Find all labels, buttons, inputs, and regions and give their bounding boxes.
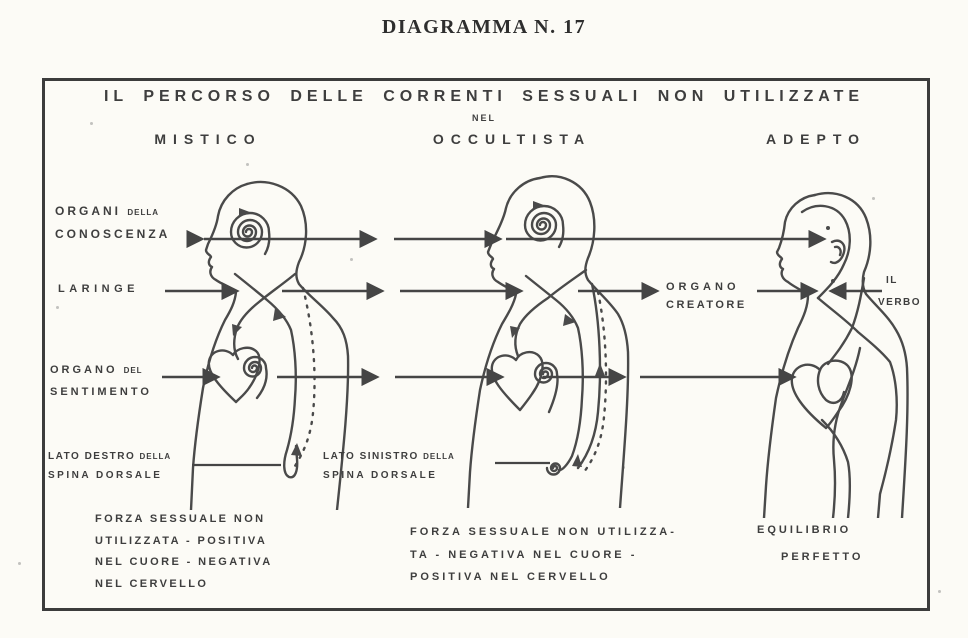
- caption-line: POSITIVA NEL CERVELLO: [410, 571, 611, 583]
- caption-line: FORZA SESSUALE NON UTILIZZA-: [410, 526, 677, 538]
- label-text: LATO SINISTRO: [323, 451, 419, 462]
- caption-line: TA - NEGATIVA NEL CUORE -: [410, 548, 638, 561]
- label-laringe: LARINGE: [58, 283, 139, 295]
- caption-line: NEL CUORE - NEGATIVA: [95, 556, 273, 568]
- label-il-verbo-line1: IL: [886, 275, 898, 286]
- diagram-connector-word: NEL: [472, 113, 496, 123]
- label-lato-destro-line2: SPINA DORSALE: [48, 470, 163, 481]
- column-header-occultista: OCCULTISTA: [432, 131, 592, 147]
- label-organo-sentimento-line1: [50, 364, 143, 376]
- label-text-small: DEL: [123, 366, 143, 375]
- label-organo-creatore-line1: ORGANO: [666, 281, 740, 293]
- caption-occultista: [410, 521, 677, 589]
- label-organi-conoscenza-line1: [55, 204, 159, 218]
- column-header-mistico: MISTICO: [154, 131, 262, 147]
- column-header-adepto: ADEPTO: [765, 131, 867, 147]
- label-text: ORGANO: [50, 364, 118, 376]
- label-lato-destro-line1: [48, 451, 171, 462]
- caption-line: NEL CERVELLO: [95, 577, 209, 590]
- diagram-title: IL PERCORSO DELLE CORRENTI SESSUALI NON UTILIZZATE: [103, 88, 865, 105]
- label-text-small: DELLA: [423, 452, 455, 461]
- caption-line: FORZA SESSUALE NON: [95, 513, 266, 525]
- label-il-verbo-line2: VERBO: [878, 297, 922, 308]
- caption-adepto-line2: PERFETTO: [781, 551, 864, 563]
- label-organi-conoscenza-line2: CONOSCENZA: [55, 227, 171, 241]
- label-text-small: DELLA: [139, 452, 172, 461]
- label-text: ORGANI: [55, 204, 121, 218]
- label-lato-sinistro-line1: [323, 451, 455, 462]
- caption-mistico: [95, 509, 273, 595]
- label-text: LATO DESTRO: [48, 451, 136, 462]
- caption-adepto-line1: EQUILIBRIO: [757, 524, 852, 536]
- spine-pointer-lines: [192, 463, 550, 465]
- page-title: DIAGRAMMA N. 17: [381, 16, 587, 38]
- label-organo-sentimento-line2: SENTIMENTO: [50, 386, 152, 398]
- label-text-small: DELLA: [127, 208, 160, 217]
- caption-line: UTILIZZATA - POSITIVA: [95, 534, 268, 547]
- label-organo-creatore-line2: CREATORE: [666, 299, 747, 311]
- label-lato-sinistro-line2: SPINA DORSALE: [323, 470, 438, 481]
